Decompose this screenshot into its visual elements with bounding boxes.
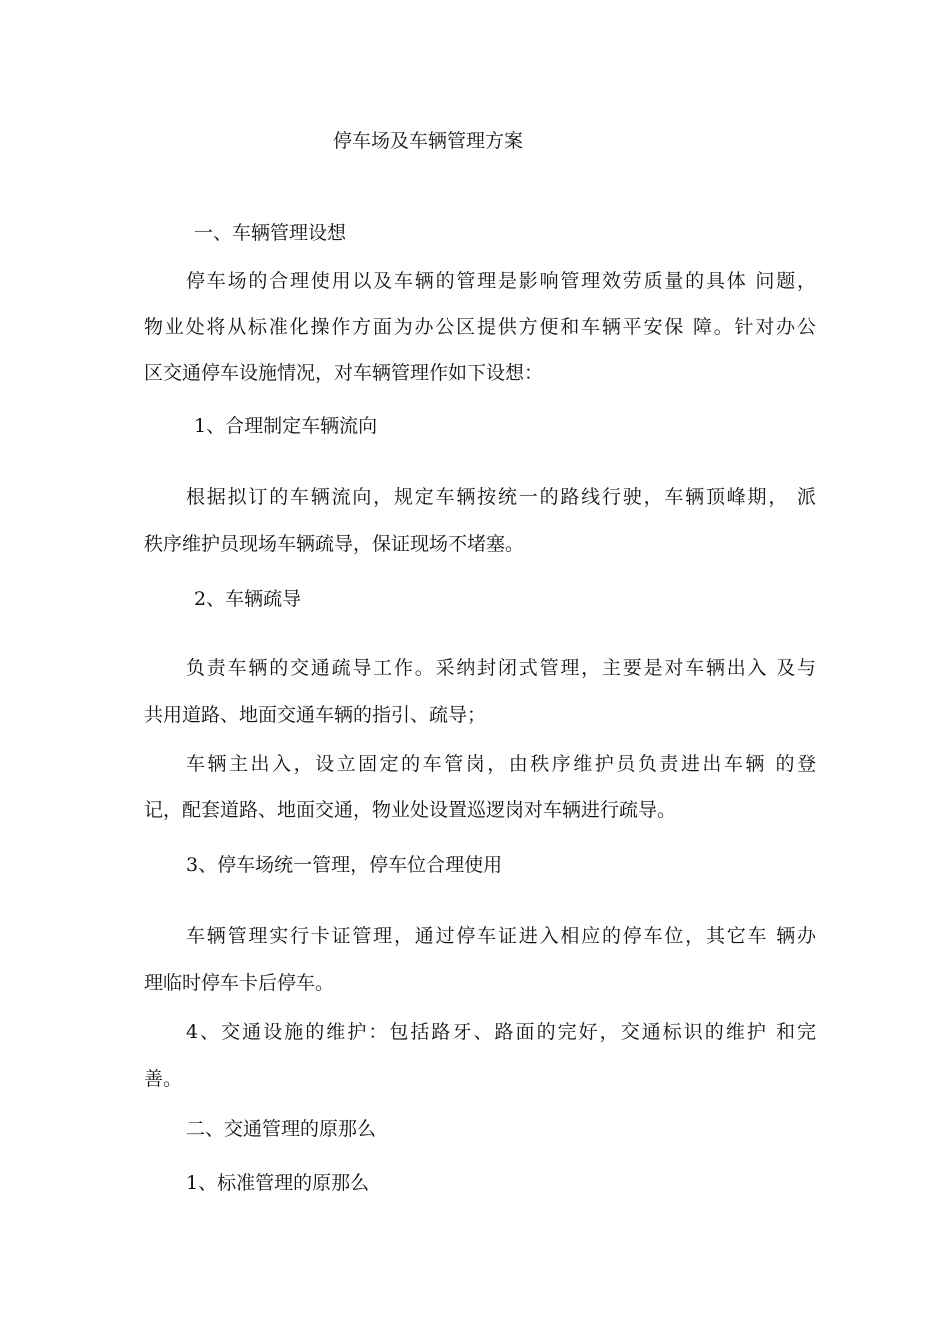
- paragraph-line: 善。: [144, 1068, 183, 1090]
- paragraph-line: 根据拟订的车辆流向，规定车辆按统一的路线行驶，车辆顶峰期， 派: [186, 486, 816, 508]
- section-heading-2: 二、交通管理的原那么: [186, 1118, 377, 1140]
- subsection-heading: 2、车辆疏导: [194, 588, 302, 610]
- subsection-heading: 1、标准管理的原那么: [186, 1172, 370, 1194]
- subsection-heading: 1、合理制定车辆流向: [194, 415, 378, 437]
- paragraph-line: 车辆管理实行卡证管理，通过停车证进入相应的停车位，其它车 辆办: [186, 925, 816, 947]
- section-heading-1: 一、车辆管理设想: [194, 222, 347, 244]
- paragraph-line: 物业处将从标准化操作方面为办公区提供方便和车辆平安保 障。针对办公: [144, 316, 816, 338]
- paragraph-line: 秩序维护员现场车辆疏导，保证现场不堵塞。: [144, 533, 525, 555]
- paragraph-line: 记，配套道路、地面交通，物业处设置巡逻岗对车辆进行疏导。: [144, 799, 677, 821]
- paragraph-line: 理临时停车卡后停车。: [144, 972, 335, 994]
- paragraph-line: 4、交通设施的维护：包括路牙、路面的完好，交通标识的维护 和完: [186, 1021, 816, 1043]
- paragraph-line: 负责车辆的交通疏导工作。采纳封闭式管理，主要是对车辆出入 及与: [186, 657, 816, 679]
- paragraph-line: 共用道路、地面交通车辆的指引、疏导；: [144, 704, 487, 726]
- paragraph-line: 停车场的合理使用以及车辆的管理是影响管理效劳质量的具体 问题，: [186, 270, 816, 292]
- paragraph-line: 区交通停车设施情况，对车辆管理作如下设想：: [144, 362, 544, 384]
- paragraph-line: 车辆主出入，设立固定的车管岗，由秩序维护员负责进出车辆 的登: [186, 753, 816, 775]
- subsection-heading: 3、停车场统一管理，停车位合理使用: [186, 854, 503, 876]
- document-title: 停车场及车辆管理方案: [333, 130, 524, 152]
